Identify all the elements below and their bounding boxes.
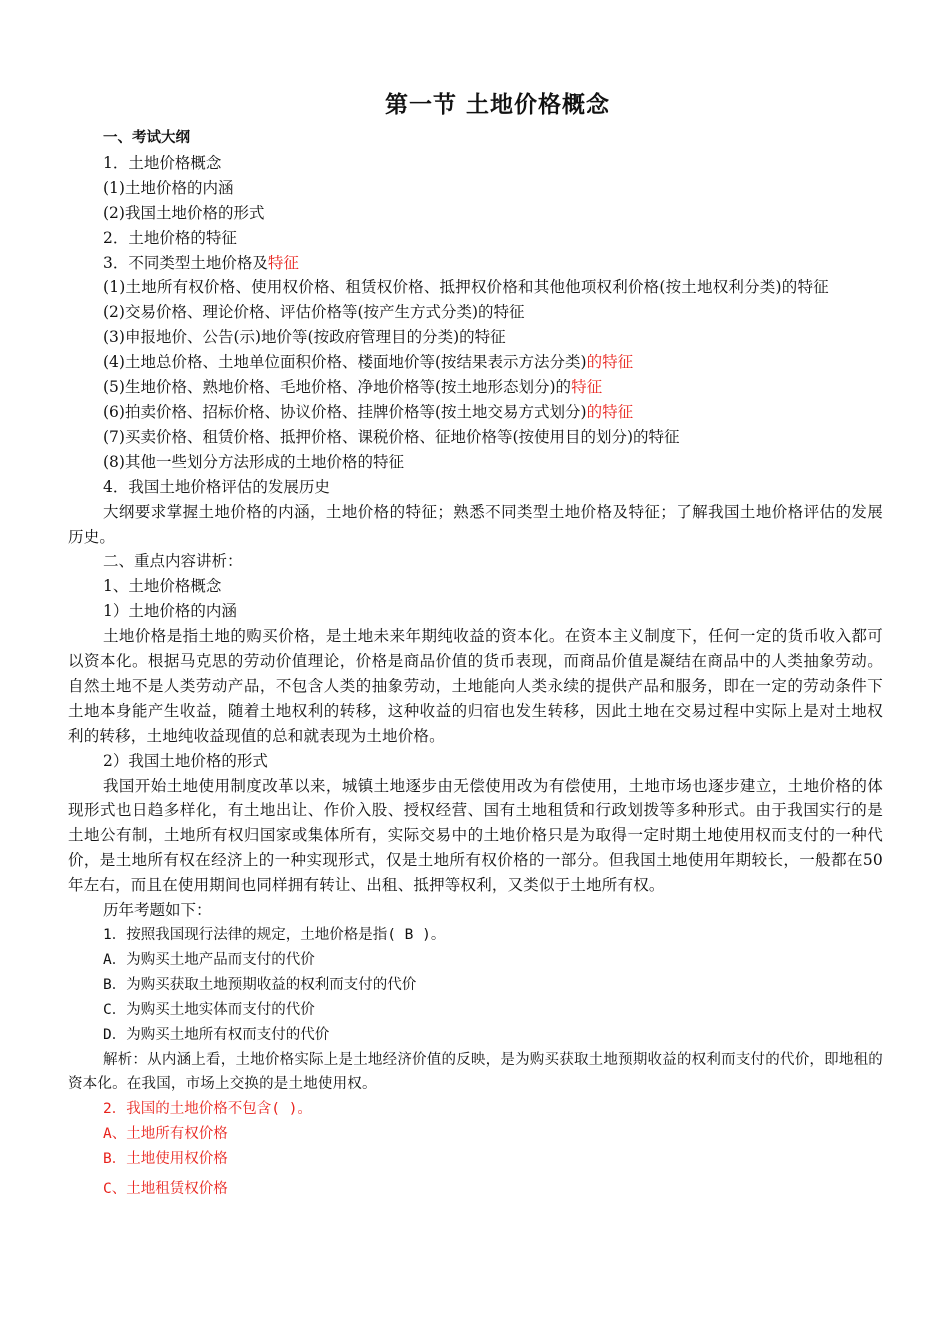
outline-item-3-5 [68, 375, 883, 400]
outline-summary: 大纲要求掌握土地价格的内涵，土地价格的特征；熟悉不同类型土地价格及特征；了解我国土地价格评估的发展历史。 [68, 502, 883, 546]
outline-item-3-4-highlight: 的特征 [586, 353, 634, 372]
outline-item-2: 2．土地价格的特征 [103, 228, 237, 247]
outline-item-3 [68, 251, 883, 276]
key-points-sub-1-2: 2）我国土地价格的形式 [103, 751, 268, 770]
outline-item-3-6-highlight: 的特征 [586, 402, 634, 421]
outline-item-3-4-text: (4)土地总价格、土地单位面积价格、楼面地价等(按结果表示方法分类) [103, 353, 587, 372]
outline-item-3-8: (8)其他一些划分方法形成的土地价格的特征 [103, 452, 404, 471]
key-points-sub-1-1: 1）土地价格的内涵 [103, 602, 237, 621]
exam-heading: 历年考题如下： [103, 901, 212, 920]
outline-item-3-5-text: (5)生地价格、熟地价格、毛地价格、净地价格等(按土地形态划分)的 [103, 378, 572, 397]
exam-question-2-option-c: C、土地租赁权价格 [103, 1181, 228, 1198]
exam-question-2-option-a: A、土地所有权价格 [103, 1126, 228, 1143]
outline-item-3-highlight: 特征 [267, 253, 299, 272]
outline-item-1-1: (1)土地价格的内涵 [103, 178, 234, 197]
document-body [68, 126, 883, 1202]
outline-item-3-6 [68, 400, 883, 425]
exam-question-1-option-c: C．为购买土地实体而支付的代价 [103, 1001, 315, 1018]
key-points-paragraph-2: 我国开始土地使用制度改革以来，城镇土地逐步由无偿使用改为有偿使用，土地市场也逐步建立，土地价格的体现形式也日趋多样化，有土地出让、作价入股、授权经营、国有土地租赁和行政划拨等多种形式。由于我国实行的是土地公有制，土地所有权归国家或集体所有，实际交易中的土地价格只是为取得一定时期土地使用权而支付的一种代价，是土地所有权在经济上的一种实现形式，仅是土地所有权价格的一部分。但我国土地使用年期较长，一般都在50年左右，而且在使用期间也同样拥有转让、出租、抵押等权利，又类似于土地所有权。 [68, 776, 883, 895]
exam-question-1-option-b: B．为购买获取土地预期收益的权利而支付的代价 [103, 976, 417, 993]
outline-item-4: 4．我国土地价格评估的发展历史 [103, 477, 330, 496]
outline-item-3-2: (2)交易价格、理论价格、评估价格等(按产生方式分类)的特征 [103, 303, 525, 322]
key-points-paragraph-1: 土地价格是指土地的购买价格，是土地未来年期纯收益的资本化。在资本主义制度下，任何一定的货币收入都可以资本化。根据马克思的劳动价值理论，价格是商品价值的货币表现，而商品价值是凝结在商品中的人类抽象劳动。自然土地不是人类劳动产品，不包含人类的抽象劳动，土地能向人类永续的提供产品和服务，即在一定的劳动条件下土地本身能产生收益，随着土地权利的转移，这种收益的归宿也发生转移，因此土地在交易过程中实际上是对土地权利的转移，土地纯收益现值的总和就表现为土地价格。 [68, 627, 883, 745]
outline-item-3-1: (1)土地所有权价格、使用权价格、租赁权价格、抵押权价格和其他他项权利价格(按土地权利分类)的特征 [103, 278, 829, 297]
exam-question-2: 2．我国的土地价格不包含( )。 [103, 1101, 312, 1118]
exam-question-1-option-d: D．为购买土地所有权而支付的代价 [103, 1026, 330, 1043]
key-points-sub-1: 1、土地价格概念 [103, 577, 222, 596]
outline-item-3-6-text: (6)拍卖价格、招标价格、协议价格、挂牌价格等(按土地交易方式划分) [103, 402, 587, 421]
exam-question-2-option-b: B．土地使用权价格 [103, 1151, 228, 1168]
exam-question-1-analysis: 解析：从内涵上看，土地价格实际上是土地经济价值的反映，是为购买获取土地预期收益的权利而支付的代价，即地租的资本化。在我国，市场上交换的是土地使用权。 [68, 1051, 883, 1093]
outline-heading: 一、考试大纲 [103, 130, 190, 146]
exam-question-1: 1．按照我国现行法律的规定，土地价格是指( B )。 [103, 927, 446, 943]
outline-item-3-3: (3)申报地价、公告(示)地价等(按政府管理目的分类)的特征 [103, 328, 506, 347]
outline-item-1: 1．土地价格概念 [103, 153, 222, 172]
exam-question-1-option-a: A．为购买土地产品而支付的代价 [103, 951, 315, 968]
outline-item-3-5-highlight: 特征 [571, 378, 603, 397]
outline-item-3-text: 3．不同类型土地价格及 [103, 253, 268, 272]
page-title: 第一节 土地价格概念 [384, 92, 610, 118]
key-points-heading: 二、重点内容讲析： [103, 552, 243, 571]
outline-item-3-7: (7)买卖价格、租赁价格、抵押价格、课税价格、征地价格等(按使用目的划分)的特征 [103, 427, 680, 446]
outline-item-3-4 [68, 350, 883, 375]
outline-item-1-2: (2)我国土地价格的形式 [103, 203, 265, 222]
